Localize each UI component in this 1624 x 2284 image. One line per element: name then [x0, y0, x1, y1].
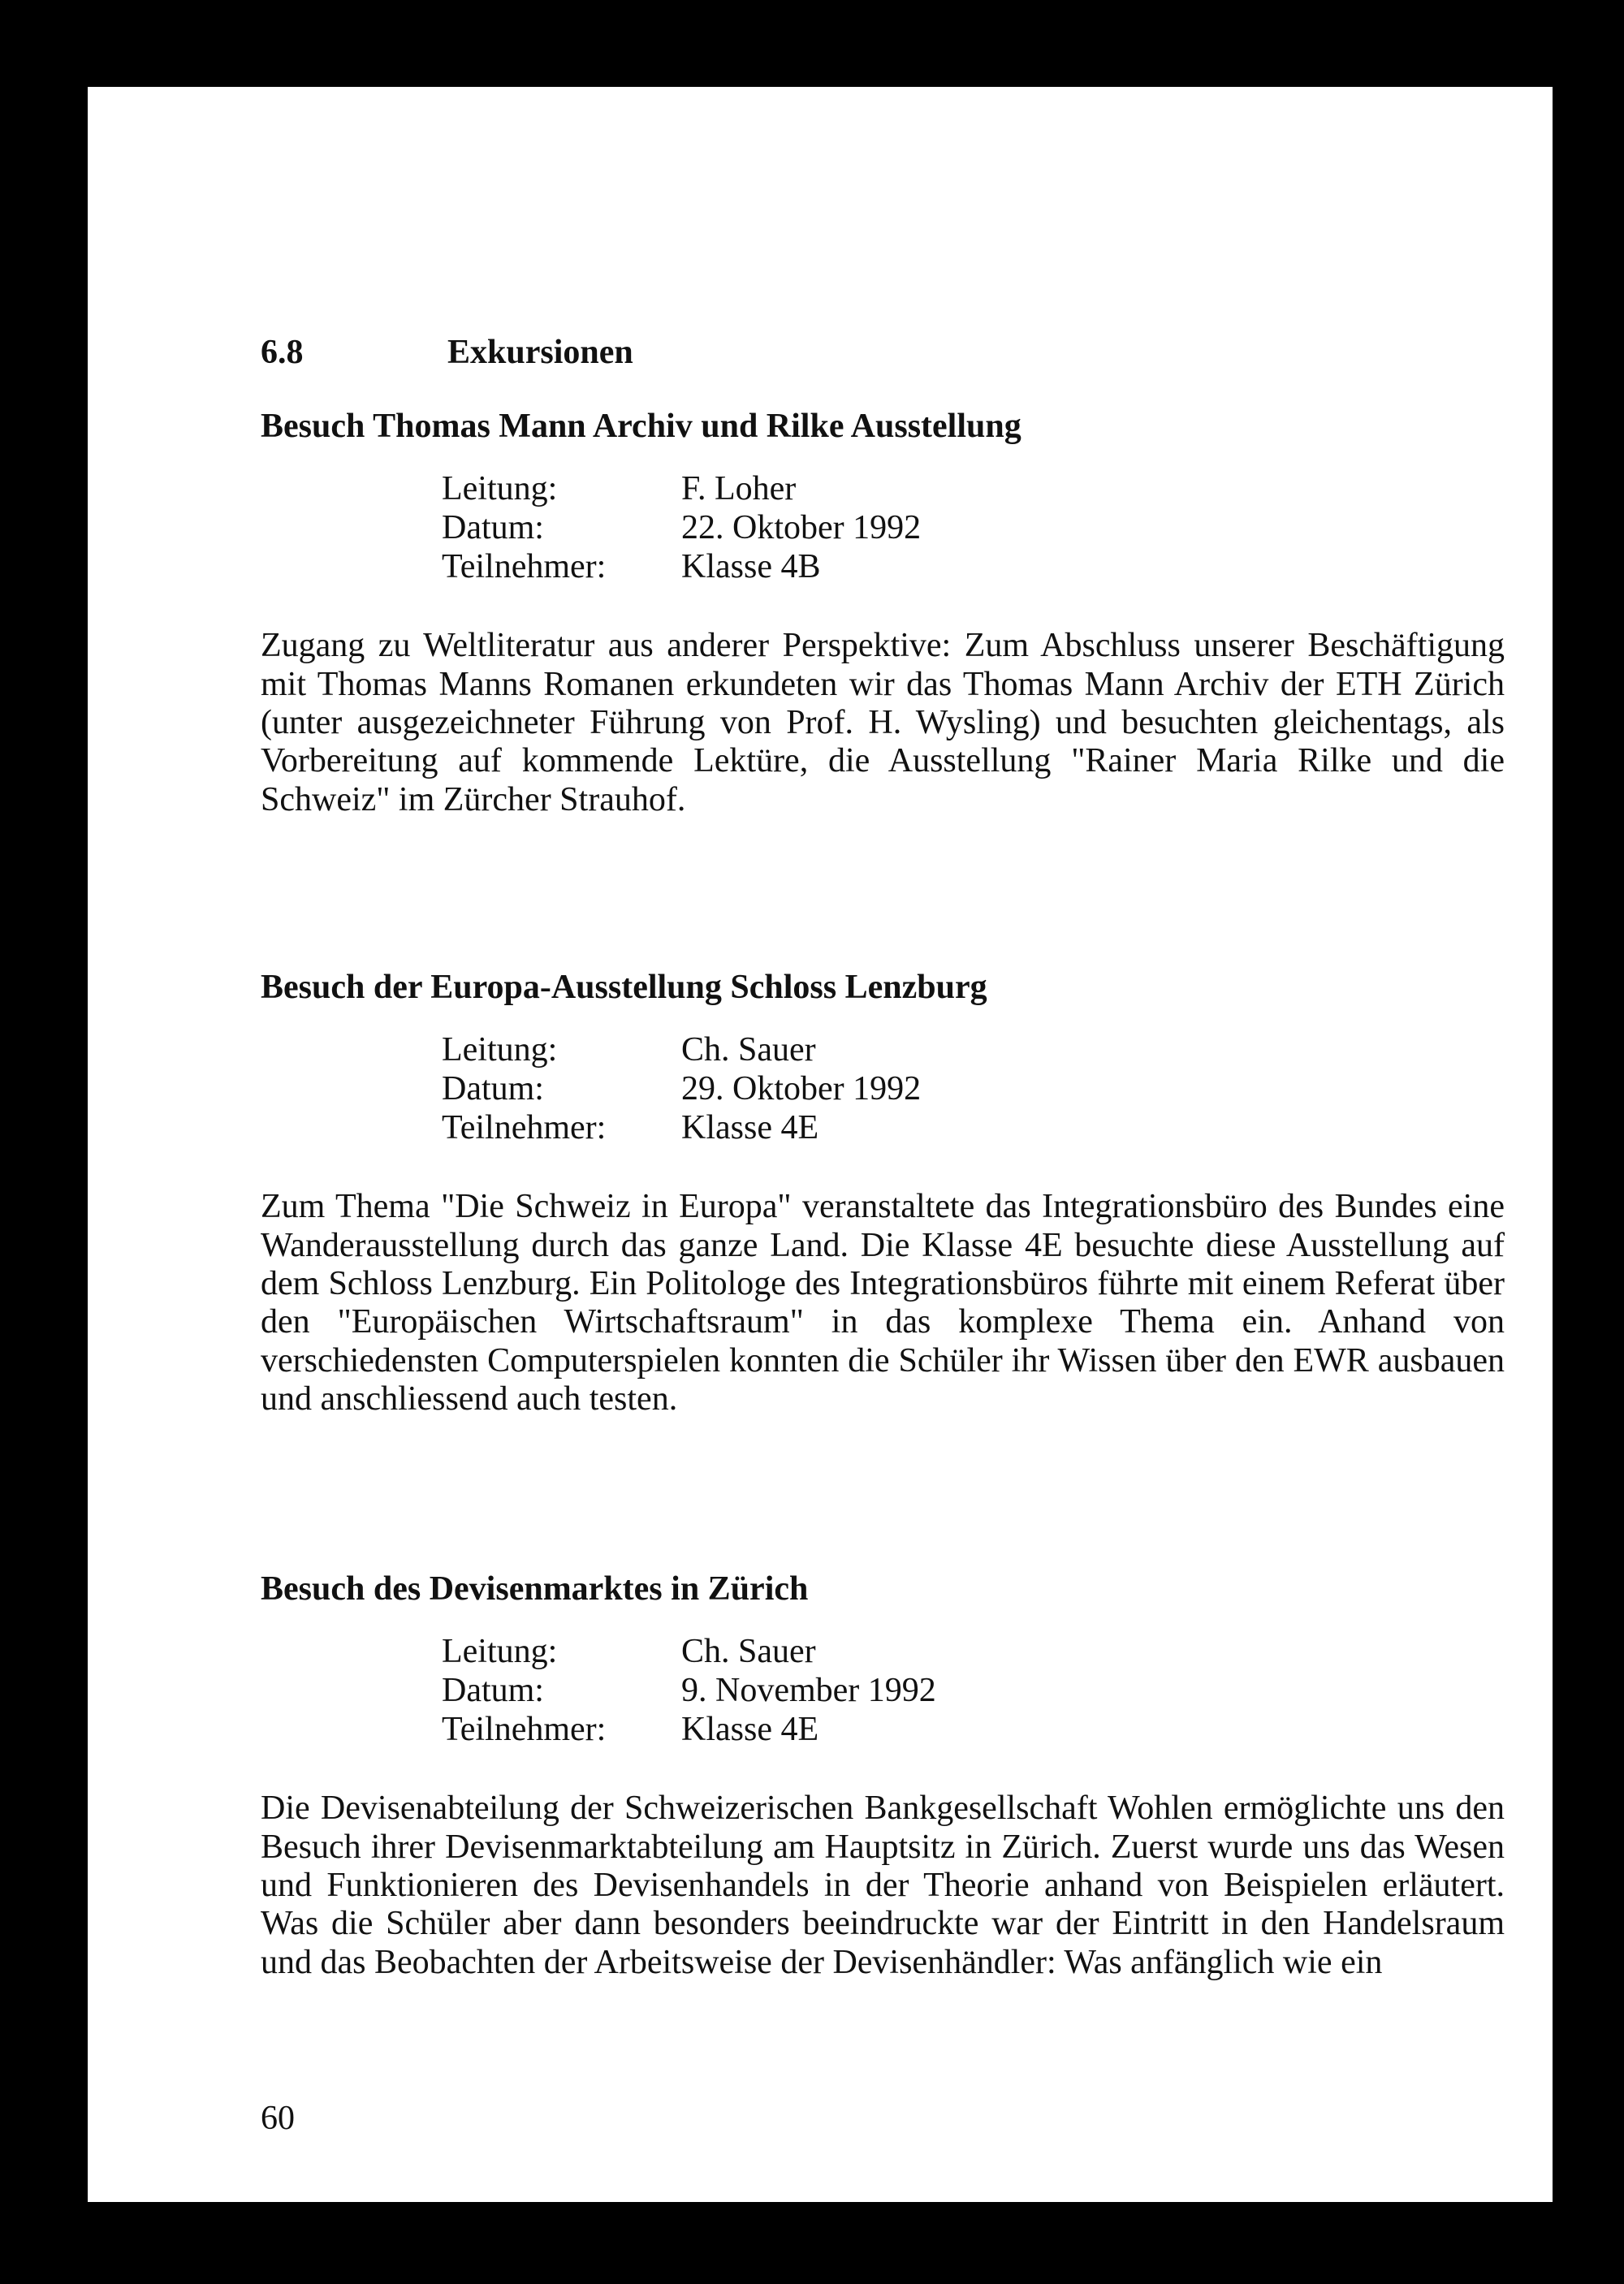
visit-meta	[442, 469, 1505, 586]
meta-label: Datum:	[442, 1672, 544, 1710]
meta-row-teilnehmer	[442, 1108, 1505, 1147]
section-title: Exkursionen	[447, 334, 633, 371]
meta-label: Teilnehmer:	[442, 548, 607, 586]
visit-meta	[442, 1632, 1505, 1749]
meta-row-datum	[442, 1069, 1505, 1108]
meta-label: Datum:	[442, 1070, 544, 1108]
meta-value: F. Loher	[681, 470, 797, 508]
section-number: 6.8	[261, 334, 304, 371]
meta-value: Klasse 4E	[681, 1711, 819, 1749]
page-number: 60	[261, 2100, 295, 2137]
visit-title: Besuch der Europa-Ausstellung Schloss Lenzburg	[261, 969, 987, 1006]
visit-europa-ausstellung	[261, 967, 1505, 1418]
meta-label: Teilnehmer:	[442, 1711, 607, 1749]
meta-row-teilnehmer	[442, 547, 1505, 586]
meta-label: Leitung:	[442, 1633, 558, 1671]
visit-paragraph: Die Devisenabteilung der Schweizerischen Bankgesellschaft Wohlen ermöglichte uns den Besuch ihrer Devisenmarktabteilung am Hauptsitz in Zürich. Zuerst wurde uns das Wesen und Funktionieren des Devisenhandels in der Theorie anhand von Beispielen erläutert. Was die Schüler aber dann besonders beeindruckte war der Eintritt in den Handelsraum und das Beobachten der Arbeitsweise der Devisenhändler: Was anfänglich wie ein	[261, 1790, 1505, 1981]
meta-row-leitung	[442, 1632, 1505, 1671]
meta-value: 22. Oktober 1992	[681, 509, 922, 547]
document-page	[88, 87, 1553, 2202]
meta-row-datum	[442, 508, 1505, 547]
meta-label: Teilnehmer:	[442, 1109, 607, 1147]
meta-row-teilnehmer	[442, 1710, 1505, 1749]
meta-value: 29. Oktober 1992	[681, 1070, 922, 1108]
meta-row-leitung	[442, 469, 1505, 508]
meta-value: Klasse 4B	[681, 548, 821, 586]
meta-row-datum	[442, 1671, 1505, 1710]
visit-devisenmarkt	[261, 1569, 1505, 1982]
meta-row-leitung	[442, 1030, 1505, 1069]
meta-value: Klasse 4E	[681, 1109, 819, 1147]
meta-value: Ch. Sauer	[681, 1633, 816, 1671]
meta-label: Datum:	[442, 509, 544, 547]
visit-paragraph: Zum Thema "Die Schweiz in Europa" veranstaltete das Integrationsbüro des Bundes eine Wanderausstellung durch das ganze Land. Die Klasse 4E besuchte diese Ausstellung auf dem Schloss Lenzburg. Ein Politologe des Integrationsbüros führte mit einem Referat über den "Europäischen Wirtschaftsraum" in das komplexe Thema ein. Anhand von verschiedensten Computerspielen konnten die Schüler ihr Wissen über den EWR ausbauen und anschliessend auch testen.	[261, 1188, 1505, 1418]
visit-title: Besuch Thomas Mann Archiv und Rilke Ausstellung	[261, 408, 1021, 445]
meta-label: Leitung:	[442, 1031, 558, 1069]
section-heading	[261, 333, 633, 372]
meta-value: Ch. Sauer	[681, 1031, 816, 1069]
visit-thomas-mann	[261, 406, 1505, 819]
visit-title: Besuch des Devisenmarktes in Zürich	[261, 1570, 809, 1608]
visit-meta	[442, 1030, 1505, 1147]
meta-value: 9. November 1992	[681, 1672, 936, 1710]
meta-label: Leitung:	[442, 470, 558, 508]
visit-paragraph: Zugang zu Weltliteratur aus anderer Perspektive: Zum Abschluss unserer Beschäftigung mit Thomas Manns Romanen erkundeten wir das Thomas Mann Archiv der ETH Zürich (unter ausgezeichneter Führung von Prof. H. Wysling) und besuchten gleichentags, als Vorbereitung auf kommende Lektüre, die Ausstellung "Rainer Maria Rilke und die Schweiz" im Zürcher Strauhof.	[261, 627, 1505, 818]
